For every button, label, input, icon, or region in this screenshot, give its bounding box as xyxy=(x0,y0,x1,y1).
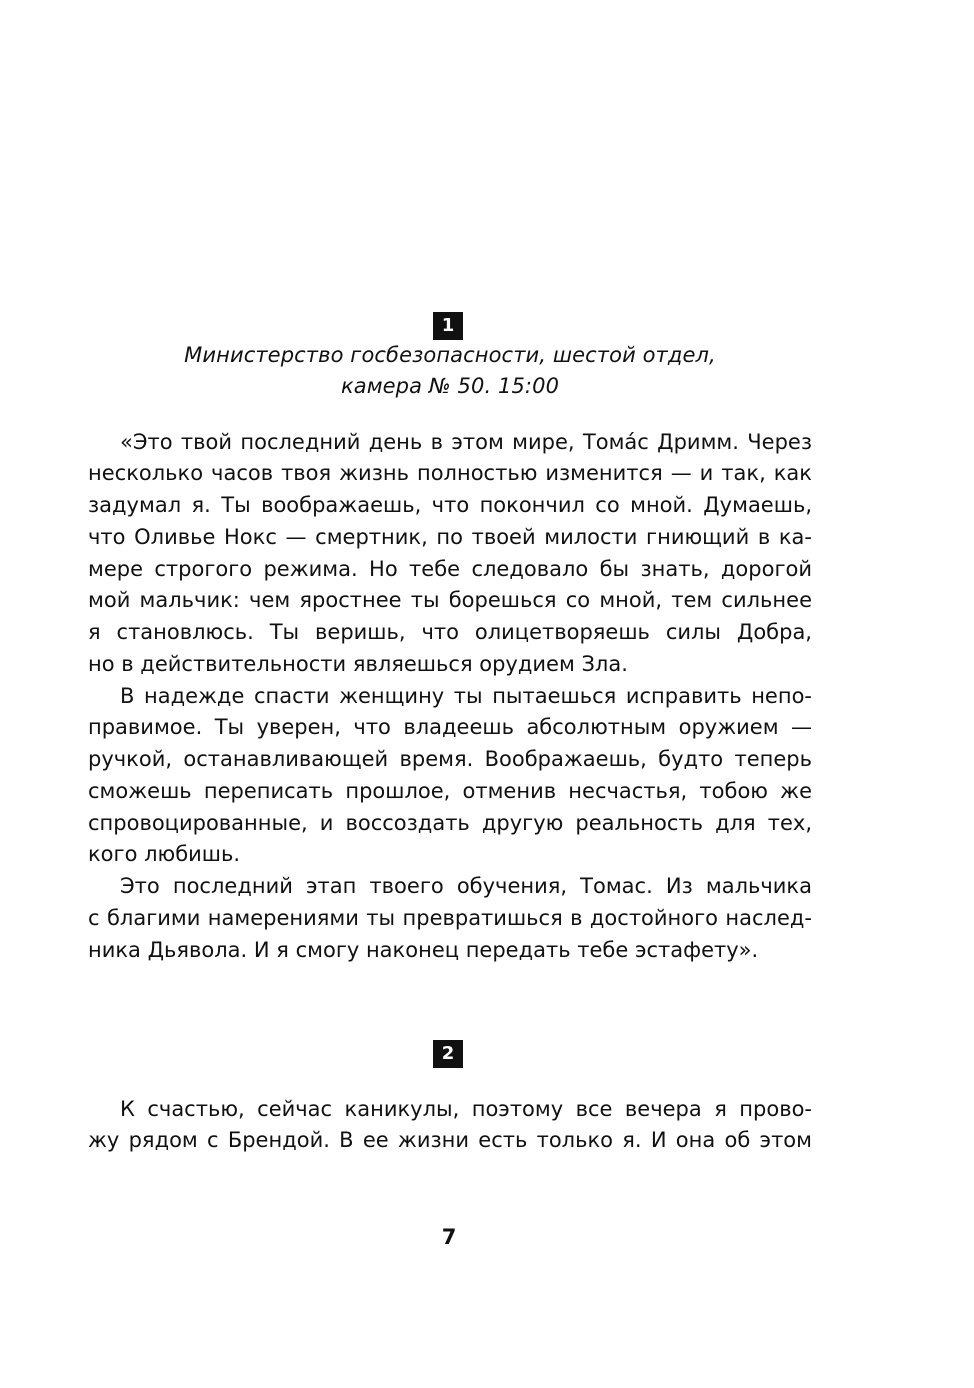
page-number: 7 xyxy=(441,1225,457,1249)
text-line: но в действительности являешься орудием Зла. xyxy=(88,652,628,676)
chapter-1-subtitle-line-1: Министерство госбезопасности, шестой отдел, xyxy=(184,343,716,367)
text-line: «Это твой последний день в этом мире, Тома́с Дримм. Через xyxy=(120,430,812,454)
text-line: мой мальчик: чем яростнее ты борешься со мной, тем сильнее xyxy=(88,588,812,612)
chapter-1-subtitle-line-2: камера № 50. 15:00 xyxy=(340,374,560,398)
text-line: ника Дьявола. И я смогу наконец передать тебе эстафету». xyxy=(88,938,759,962)
text-line: ручкой, останавливающей время. Воображаешь, будто теперь xyxy=(88,747,812,771)
text-line: правимое. Ты уверен, что владеешь абсолютным оружием — xyxy=(88,715,812,739)
text-line: задумал я. Ты воображаешь, что покончил со мной. Думаешь, xyxy=(88,493,812,517)
text-line: В надежде спасти женщину ты пытаешься исправить непо- xyxy=(120,684,812,708)
text-line: мере строгого режима. Но тебе следовало бы знать, дорогой xyxy=(88,557,812,581)
text-line: я становлюсь. Ты веришь, что олицетворяешь силы Добра, xyxy=(88,620,812,644)
text-line: кого любишь. xyxy=(88,842,241,866)
text-line: с благими намерениями ты превратишься в достойного наслед- xyxy=(88,906,812,930)
text-line: жу рядом с Брендой. В ее жизни есть только я. И она об этом xyxy=(88,1128,812,1152)
chapter-1-number-badge: 1 xyxy=(433,312,463,340)
text-line: Это последний этап твоего обучения, Томас. Из мальчика xyxy=(120,874,812,898)
text-line: что Оливье Нокс — смертник, по твоей милости гниющий в ка- xyxy=(88,525,812,549)
text-line: К счастью, сейчас каникулы, поэтому все вечера я прово- xyxy=(120,1097,812,1121)
text-line: спровоцированные, и воссоздать другую реальность для тех, xyxy=(88,811,812,835)
chapter-2-number-badge: 2 xyxy=(433,1040,463,1068)
text-line: несколько часов твоя жизнь полностью изменится — и так, как xyxy=(88,461,812,485)
text-line: сможешь переписать прошлое, отменив несчастья, тобою же xyxy=(88,779,812,803)
